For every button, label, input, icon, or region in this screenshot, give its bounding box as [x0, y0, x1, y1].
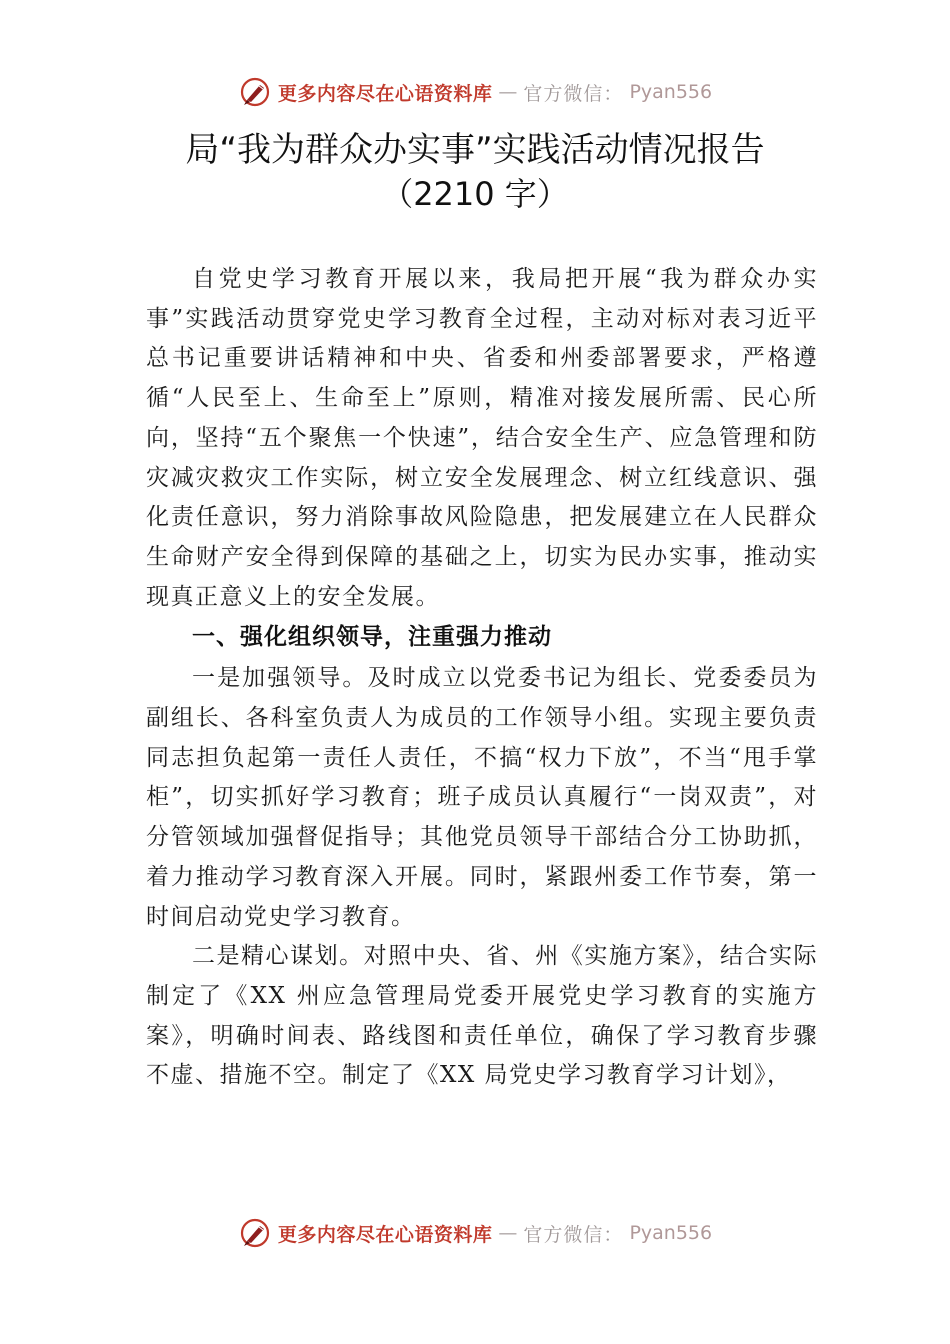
watermark-label: 官方微信：: [523, 82, 624, 105]
body-paragraph: 一是加强领导。及时成立以党委书记为组长、党委委员为副组长、各科室负责人为成员的工作领导小组。实现主要负责同志担负起第一责任人责任，不搞“权力下放”，不当“甩手掌柜”，切实抓好学习教育；班子成员认真履行“一岗双责”，对分管领域加强督促指导；其他党员领导干部结合分工协助抓，着力推动学习教育深入开展。同时，紧跟州委工作节奏，第一时间启动党史学习教育。: [146, 665, 818, 930]
watermark-header: [0, 72, 950, 112]
section-heading: 一、强化组织领导，注重强力推动: [192, 624, 552, 651]
watermark-separator: —: [498, 81, 518, 103]
watermark-separator: —: [498, 1222, 518, 1244]
watermark-wechat-id: Pyan556: [629, 1222, 713, 1244]
document-title: 局“我为群众办实事”实践活动情况报告: [185, 130, 765, 170]
watermark-brand: 更多内容尽在心语资料库: [277, 82, 493, 105]
fountain-pen-logo-icon: [238, 1216, 272, 1250]
fountain-pen-logo-icon: [238, 75, 272, 109]
watermark-footer: [0, 1213, 950, 1253]
watermark-label: 官方微信：: [523, 1223, 624, 1246]
watermark-wechat-id: Pyan556: [629, 81, 713, 103]
document-subtitle: （2210 字）: [381, 175, 569, 213]
document-body: [146, 260, 818, 1096]
intro-paragraph: 自党史学习教育开展以来，我局把开展“我为群众办实事”实践活动贯穿党史学习教育全过程，主动对标对表习近平总书记重要讲话精神和中央、省委和州委部署要求，严格遵循“人民至上、生命至上”原则，精准对接发展所需、民心所向，坚持“五个聚焦一个快速”，结合安全生产、应急管理和防灾减灾救灾工作实际，树立安全发展理念、树立红线意识、强化责任意识，努力消除事故风险隐患，把发展建立在人民群众生命财产安全得到保障的基础之上，切实为民办实事，推动实现真正意义上的安全发展。: [146, 266, 818, 610]
body-paragraph: 二是精心谋划。对照中央、省、州《实施方案》，结合实际制定了《XX 州应急管理局党委开展党史学习教育的实施方案》，明确时间表、路线图和责任单位，确保了学习教育步骤不虚、措施不空。制定了《XX 局党史学习教育学习计划》，: [146, 943, 818, 1089]
watermark-brand: 更多内容尽在心语资料库: [277, 1223, 493, 1246]
